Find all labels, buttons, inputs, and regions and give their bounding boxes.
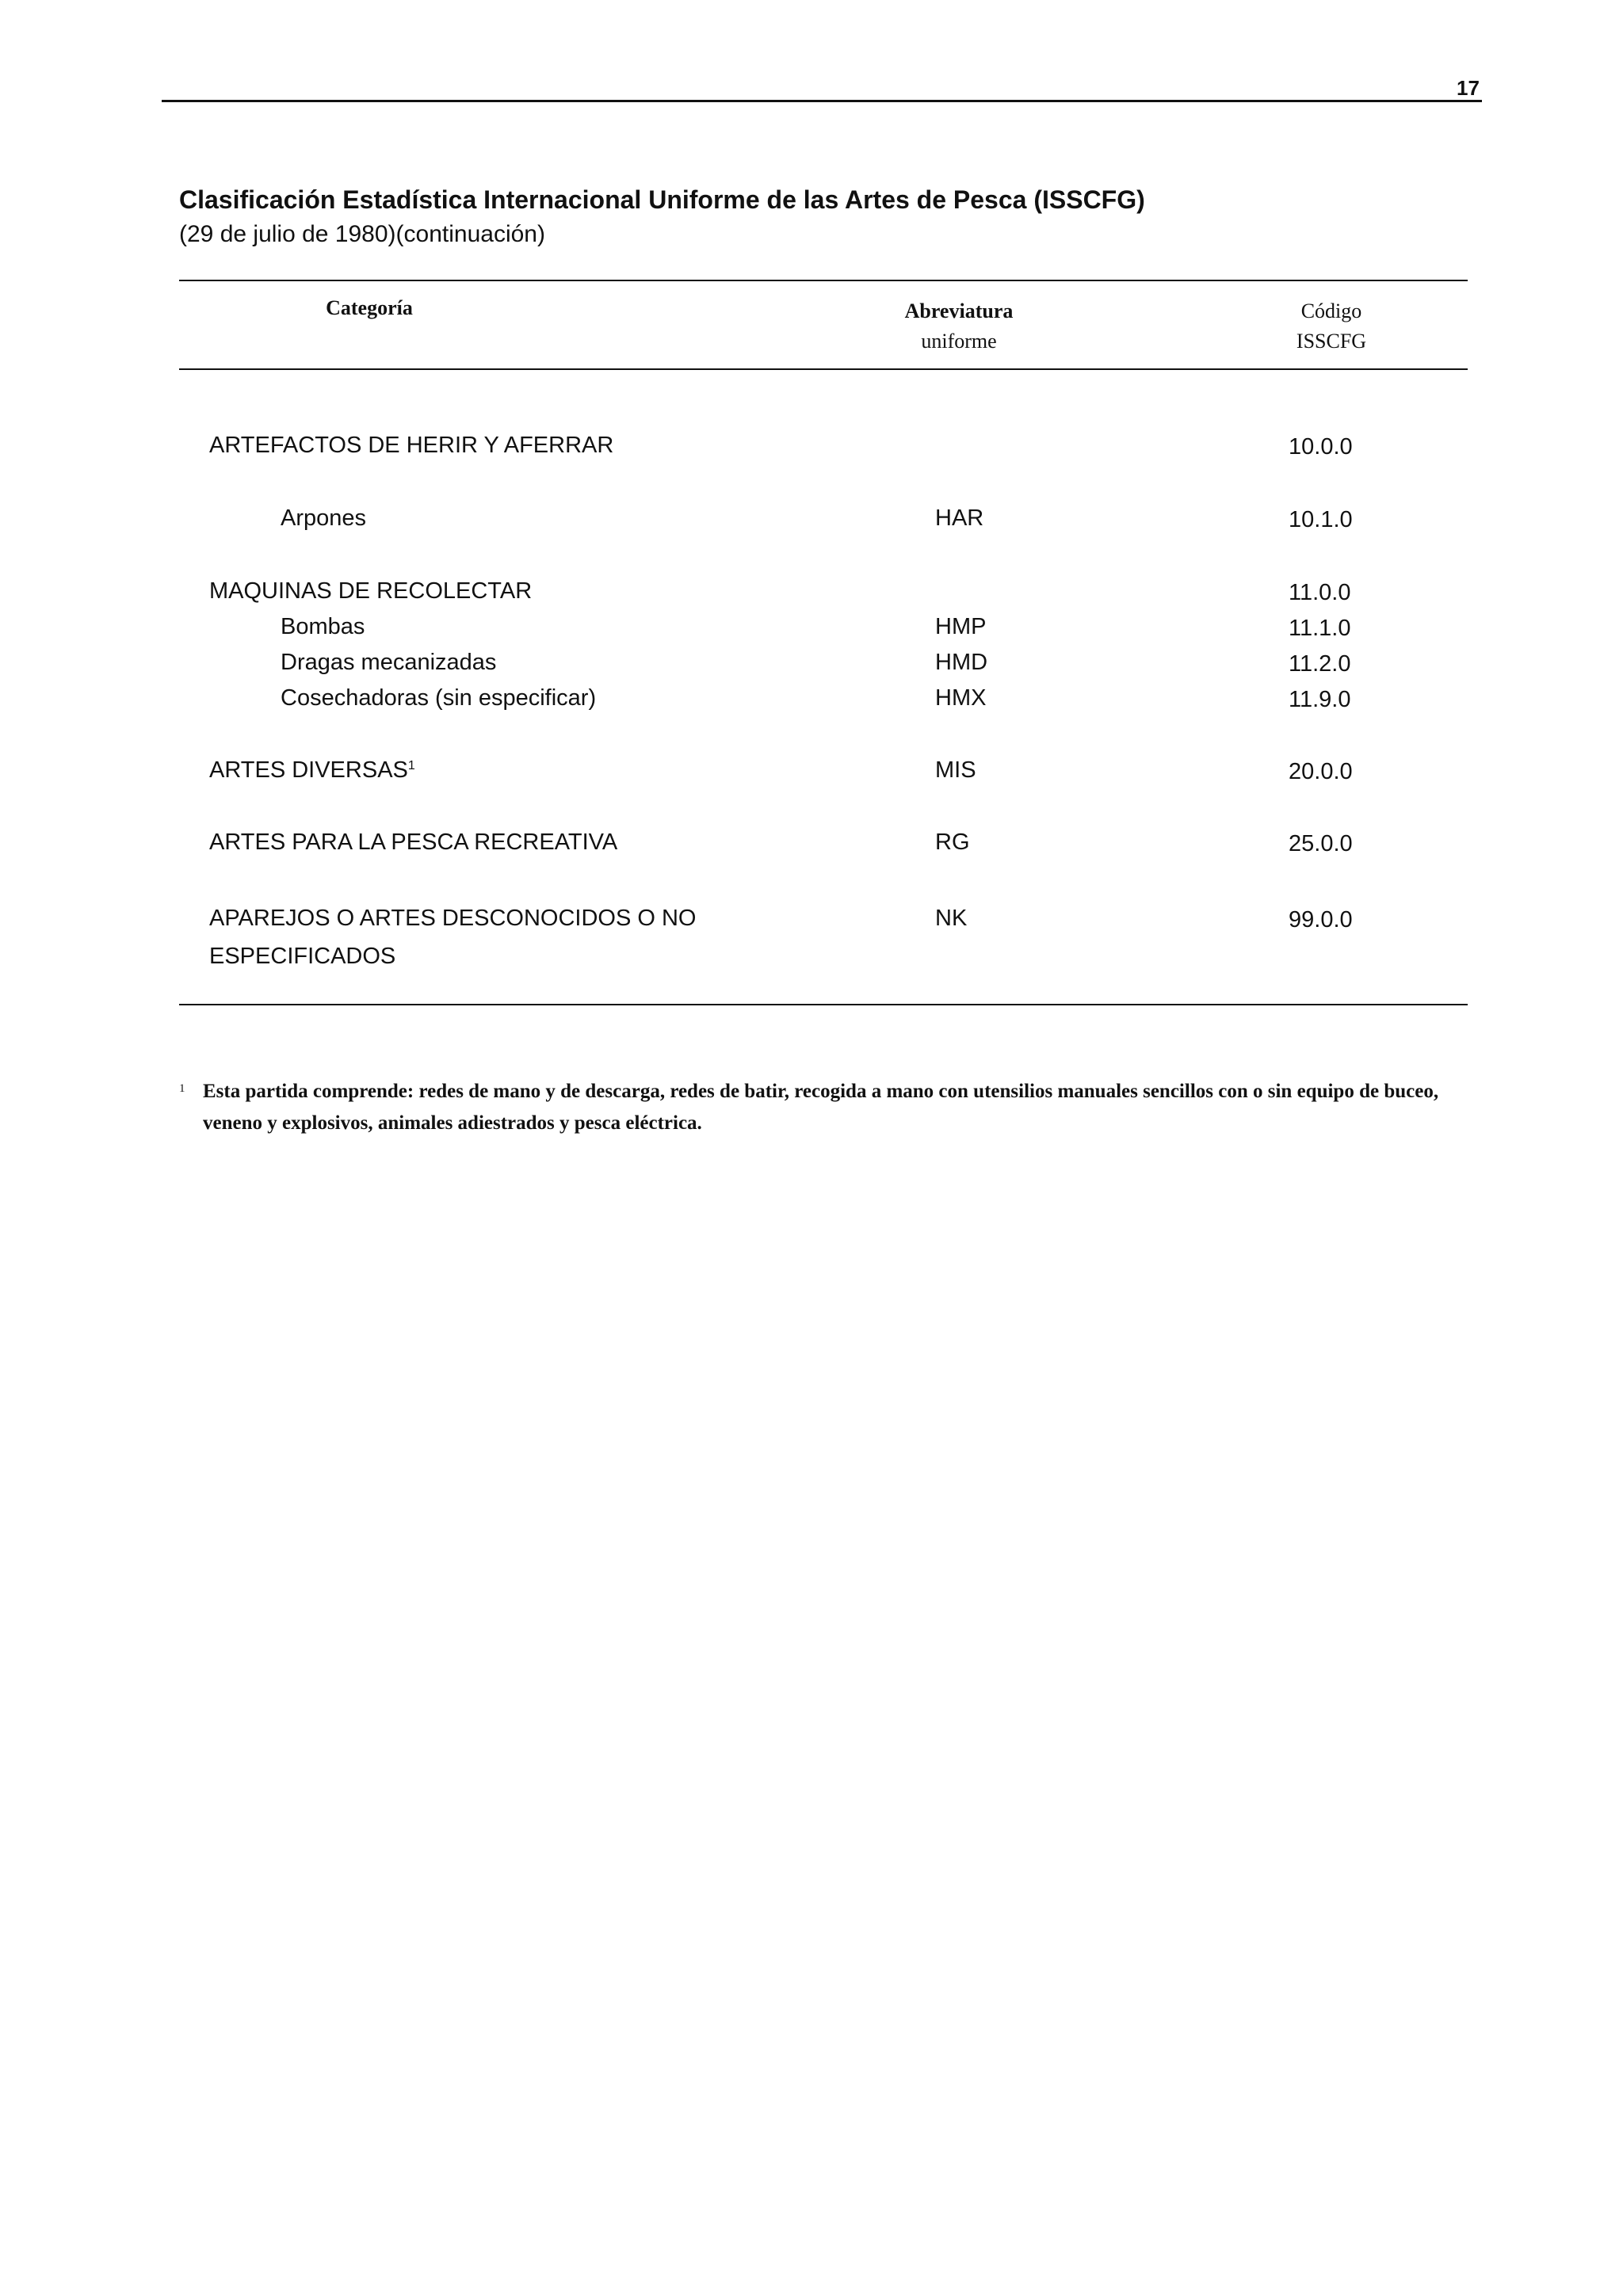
header-code-line2: ISSCFG <box>1296 330 1367 353</box>
document-subtitle: (29 de julio de 1980)(continuación) <box>179 221 545 247</box>
row-category: ARTEFACTOS DE HERIR Y AFERRAR <box>209 433 614 458</box>
row-abbreviation: MIS <box>935 757 976 783</box>
row-abbreviation: HMX <box>935 685 987 711</box>
header-rule <box>162 100 1482 102</box>
table-row <box>0 757 1623 794</box>
row-category-multiline <box>209 899 697 975</box>
row-code: 11.0.0 <box>1289 580 1351 605</box>
row-abbreviation: HMP <box>935 614 987 639</box>
header-code-line1: Código <box>1300 299 1362 322</box>
row-category-line2: ESPECIFICADOS <box>209 944 396 969</box>
row-code: 20.0.0 <box>1289 759 1353 784</box>
row-abbreviation: RG <box>935 830 970 855</box>
row-code: 99.0.0 <box>1289 907 1353 933</box>
row-abbreviation: NK <box>935 906 968 931</box>
table-row <box>0 505 1623 542</box>
footnote-text: Esta partida comprende: redes de mano y de descarga, redes de batir, recogida a mano con utensilios manuales sencillos con o sin equipo de buceo, veneno y explosivos, animales adiestrados y pesca eléctrica. <box>203 1081 1439 1134</box>
row-code: 11.1.0 <box>1289 616 1351 641</box>
row-code: 10.0.0 <box>1289 434 1353 460</box>
page-number: 17 <box>1457 76 1480 100</box>
document-title: Clasificación Estadística Internacional Uniforme de las Artes de Pesca (ISSCFG) <box>179 185 1145 214</box>
row-abbreviation: HAR <box>935 505 984 531</box>
row-category: MAQUINAS DE RECOLECTAR <box>209 578 533 604</box>
table-header-rule <box>179 368 1468 370</box>
header-abbreviation <box>872 296 1046 357</box>
row-category-wrapper <box>209 757 415 784</box>
table-row <box>0 578 1623 615</box>
footnote-mark: 1 <box>179 1082 185 1095</box>
row-code: 10.1.0 <box>1289 507 1353 532</box>
header-category <box>290 293 449 323</box>
row-category: Dragas mecanizadas <box>281 650 497 675</box>
row-category: Bombas <box>281 614 365 639</box>
row-category: Cosechadoras (sin especificar) <box>281 685 597 711</box>
row-code: 25.0.0 <box>1289 831 1353 856</box>
row-code: 11.9.0 <box>1289 687 1351 712</box>
header-abbreviation-line1: Abreviatura <box>904 299 1014 322</box>
row-category: Arpones <box>281 505 367 531</box>
table-row <box>0 650 1623 686</box>
table-top-rule <box>179 280 1468 281</box>
header-category-label: Categoría <box>326 296 413 319</box>
row-category: APAREJOS O ARTES DESCONOCIDOS O NO <box>209 906 697 931</box>
table-row <box>0 899 1623 972</box>
row-abbreviation: HMD <box>935 650 988 675</box>
table-row <box>0 830 1623 866</box>
footnote-reference: 1 <box>407 759 415 772</box>
header-code <box>1252 296 1411 357</box>
row-category: ARTES DIVERSAS <box>209 757 408 783</box>
row-category: ARTES PARA LA PESCA RECREATIVA <box>209 830 618 855</box>
table-row <box>0 685 1623 722</box>
table-row <box>0 614 1623 650</box>
footnote <box>179 1076 1447 1139</box>
header-abbreviation-line2: uniforme <box>921 330 997 353</box>
table-bottom-rule <box>179 1004 1468 1005</box>
row-code: 11.2.0 <box>1289 651 1351 677</box>
table-row <box>0 433 1623 469</box>
